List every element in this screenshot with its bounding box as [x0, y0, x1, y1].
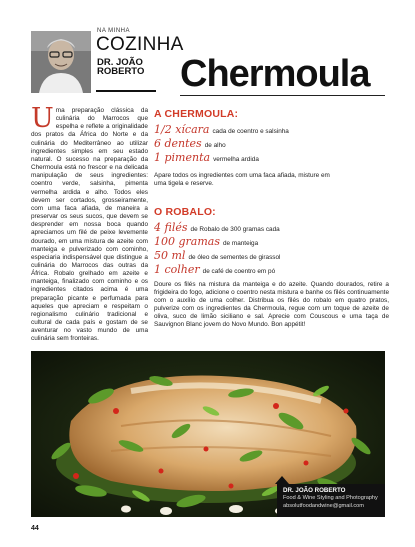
- chermoula-ingredients: [154, 123, 389, 165]
- section-name: COZINHA: [96, 34, 184, 55]
- robalo-ingredients: [154, 221, 389, 277]
- author-photo: [31, 31, 91, 93]
- ingredient-item: [154, 235, 389, 249]
- chermoula-title: A CHERMOULA:: [154, 108, 239, 120]
- ingredient-text: de alho: [204, 142, 226, 149]
- ingredient-text: de café de coentro em pó: [202, 268, 276, 275]
- ingredient-text: de Robalo de 300 gramas cada: [190, 226, 280, 233]
- header-divider: [96, 90, 156, 92]
- author-name-line1: DR. JOÃO: [97, 57, 143, 68]
- ingredient-item: [154, 137, 389, 151]
- author-name-line2: ROBERTO: [97, 66, 145, 77]
- ingredient-item: [154, 249, 389, 263]
- credit-name: DR. JOÃO ROBERTO: [283, 487, 346, 494]
- ingredient-quantity: 4 filés: [154, 221, 188, 234]
- robalo-title: O ROBALO:: [154, 206, 216, 218]
- ingredient-quantity: 6 dentes: [154, 137, 202, 150]
- chermoula-heading: [154, 108, 389, 120]
- robalo-heading: [154, 206, 389, 218]
- article-title: Chermoula: [180, 53, 370, 95]
- robalo-method: Doure os filés na mistura da manteiga e do azeite. Quando dourados, retire a frigideira do fogo, adicione o coentro nesta mistura e banhe os filés continuamente com o auxílio de uma colher. Distribua os filés do robalo em quatro pratos, pulverize com os ingredientes da Chermoula, regue com um toque de azeite de oliva, suco de limão siciliano e sal. Aprecie com Couscous e uma taça de Sauvignon Blanc jovem do Novo Mundo. Bon appétit!: [154, 281, 389, 329]
- ingredient-text: cada de coentro e salsinha: [212, 128, 289, 135]
- ingredient-quantity: 50 ml: [154, 249, 186, 262]
- ingredient-quantity: 1 colher: [154, 263, 200, 276]
- author-name: [97, 58, 144, 76]
- chermoula-method: Apare todos os ingredientes com uma faca afiada, misture em uma tigela e reserve.: [154, 172, 330, 188]
- ingredient-item: [154, 123, 389, 137]
- section-kicker: NA MINHA: [97, 28, 131, 34]
- ingredient-quantity: 1 pimenta: [154, 151, 211, 164]
- credit-role: Food & Wine Styling and Photography: [283, 495, 378, 501]
- ingredient-text: vermelha ardida: [213, 156, 259, 163]
- page-number: 44: [31, 525, 39, 532]
- ingredient-item: [154, 263, 389, 277]
- ingredient-quantity: 1/2 xícara: [154, 123, 210, 136]
- ingredient-item: [154, 151, 389, 165]
- ingredient-quantity: 100 gramas: [154, 235, 220, 248]
- credit-email: absolutfoodandwine@gmail.com: [283, 503, 364, 509]
- title-rule: [180, 95, 385, 96]
- credit-notch: [275, 476, 289, 484]
- intro-text: [31, 103, 148, 344]
- ingredient-item: [154, 221, 389, 235]
- intro-body: ma preparação clássica da culinária do Marrocos que espelha e reflete a originalidade dos pratos da África do Norte e da culinária do Mediterrâneo ao utilizar ingredientes simples em seu estado natural. O sucesso na preparação da Chermoula está no frescor e na delicada manipulação de seus ingredientes: coentro verde, salsinha, pimenta vermelha ardida e alho. Todos eles devem ser cortados, grosseiramente, com uma faca afiada, de maneira a preservar os seus sucos, que devem se desprender em nossa boca quando apreciamos um filé de peixe levemente dourado, em uma mistura de azeite com manteiga e pulverizado com cominho, especiaria indispensável que distingue a culinária do Marrocos das outras da África. Robalo grelhado em azeite e manteiga, finalizado com cominho e os ingredientes citados acima é uma preparação picante e perfumada para aqueles que apreciam e respeitam o regionalismo culinário tradicional e cultural de cada país e gostam de se aventurar no vasto mundo de uma culinária sem fronteiras.: [31, 107, 148, 343]
- ingredient-text: de óleo de sementes de girassol: [188, 254, 281, 261]
- ingredient-text: de manteiga: [222, 240, 259, 247]
- drop-cap: U: [31, 103, 54, 134]
